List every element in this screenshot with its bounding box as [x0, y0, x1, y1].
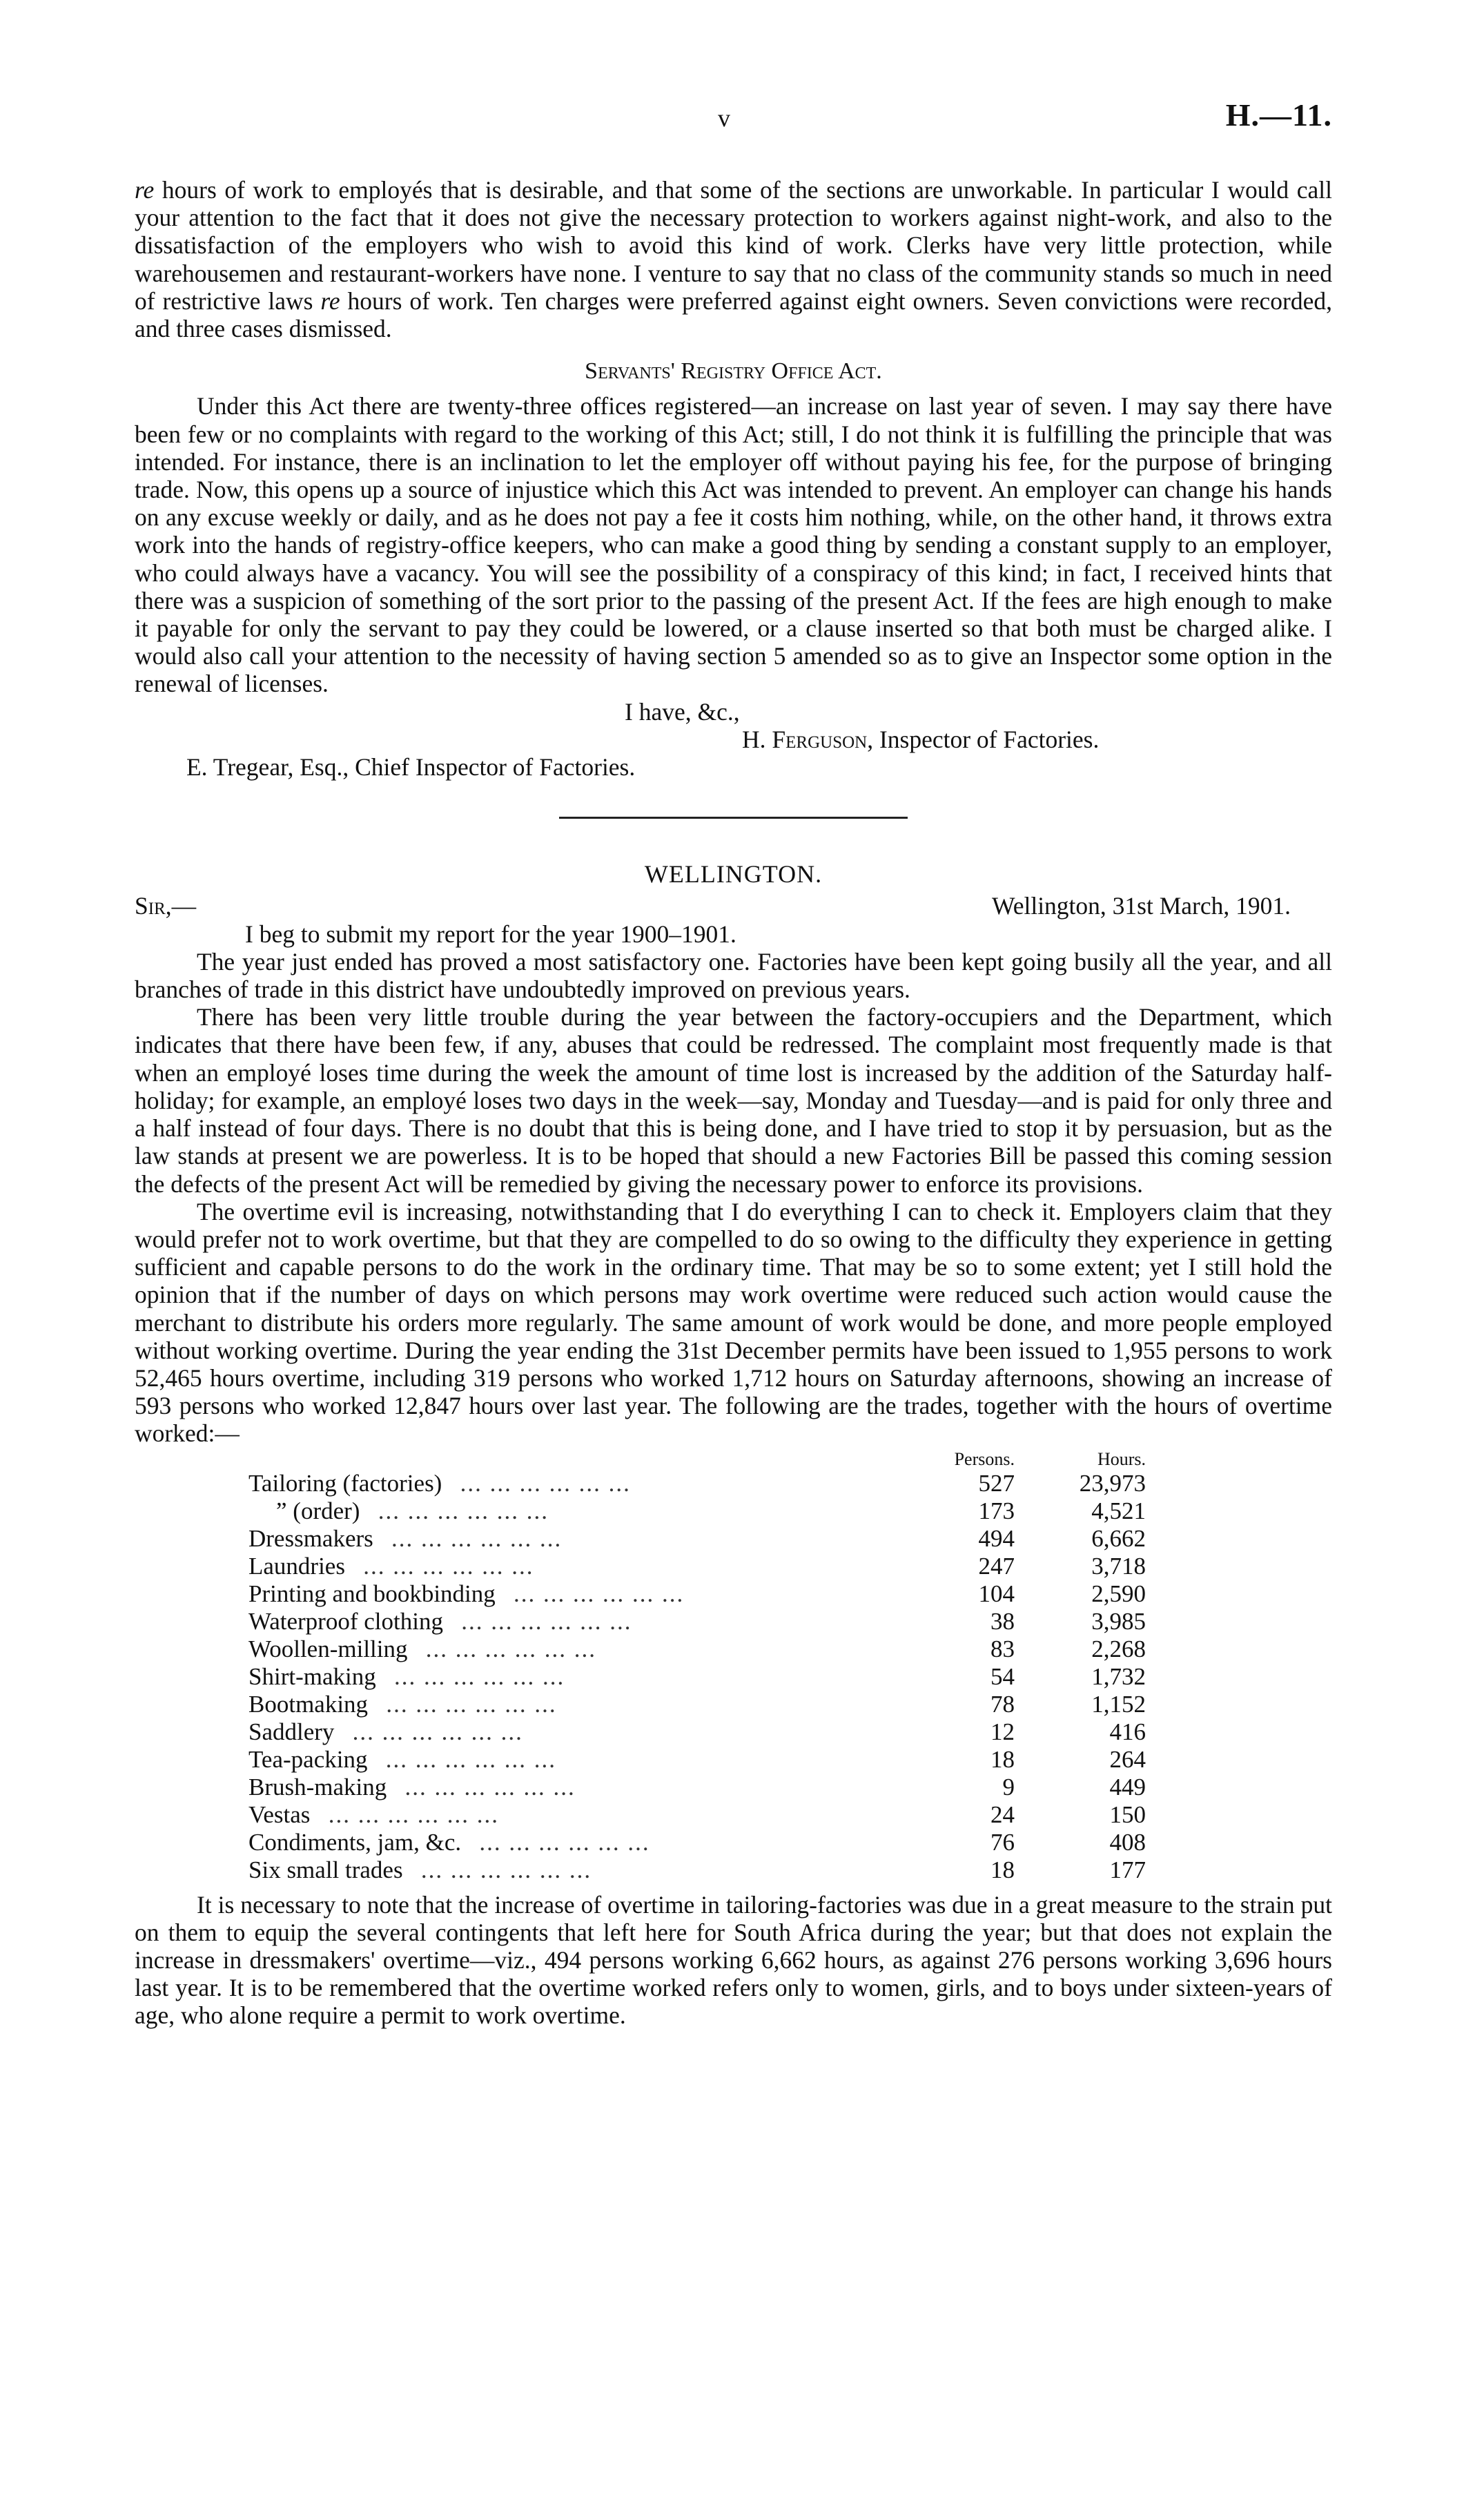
leader-dots: ... ... ... ... ... ... [378, 1497, 549, 1524]
leader-dots: ... ... ... ... ... ... [391, 1524, 563, 1552]
persons-cell: 12 [990, 1718, 1015, 1745]
addressee: E. Tregear, Esq., Chief Inspector of Factories. [186, 753, 636, 781]
dateline: Wellington, 31st March, 1901. [992, 892, 1291, 920]
trade-name-cell [248, 1553, 939, 1580]
trade-name: Saddlery [248, 1718, 335, 1745]
hours-cell: 416 [1109, 1718, 1146, 1745]
trade-name: Vestas [248, 1800, 311, 1828]
table-row [248, 1801, 1146, 1829]
hours-cell: 1,732 [1091, 1662, 1146, 1690]
trade-name-cell [248, 1525, 939, 1553]
persons-cell: 83 [990, 1635, 1015, 1662]
table-header-row [248, 1449, 1146, 1470]
table-row [248, 1608, 1146, 1635]
hours-cell: 6,662 [1091, 1524, 1146, 1552]
trade-name-cell [248, 1663, 939, 1691]
table-row [248, 1580, 1146, 1608]
hours-cell: 4,521 [1091, 1497, 1146, 1524]
persons-cell: 527 [978, 1469, 1015, 1497]
persons-cell: 9 [1002, 1773, 1015, 1800]
leader-dots: ... ... ... ... ... ... [385, 1745, 556, 1773]
column-header-trade [248, 1449, 939, 1470]
leader-dots: ... ... ... ... ... ... [393, 1662, 565, 1690]
table-row [248, 1470, 1146, 1497]
column-header-hours: Hours. [1097, 1448, 1146, 1469]
trade-name-cell [248, 1580, 939, 1608]
persons-cell: 494 [978, 1524, 1015, 1552]
table-row [248, 1635, 1146, 1663]
table-row [248, 1746, 1146, 1774]
leader-dots: ... ... ... ... ... ... [425, 1635, 596, 1662]
persons-cell: 173 [978, 1497, 1015, 1524]
section-heading-servants-registry: Servants' Registry Office Act. [585, 358, 882, 385]
closing-paragraph: It is necessary to note that the increase of overtime in tailoring-factories was due in a great measure to the strain put on them to equip the several contingents that left here for South Africa during the year; but that does not explain the increase in dressmakers' overtime—viz., 494 persons working 6,662 hours, as against 276 persons working 3,696 hours last year. It is to be remembered that the overtime worked refers only to women, girls, and to boys under sixteen-years of age, who alone require a permit to work overtime. [135, 1890, 1332, 2030]
trade-name-cell [248, 1856, 939, 1884]
leader-dots: ... ... ... ... ... ... [514, 1580, 685, 1607]
table-row [248, 1497, 1146, 1525]
table-row [248, 1553, 1146, 1580]
hours-cell: 177 [1109, 1856, 1146, 1883]
hours-cell: 408 [1109, 1828, 1146, 1856]
leader-dots: ... ... ... ... ... ... [460, 1469, 631, 1497]
trade-name: Laundries [248, 1552, 345, 1580]
signatory-title: , Inspector of Factories. [867, 725, 1100, 753]
hours-cell: 2,590 [1091, 1580, 1146, 1607]
signatory-name: Ferguson [772, 725, 868, 753]
leader-dots: ... ... ... ... ... ... [328, 1800, 499, 1828]
trade-name: Shirt-making [248, 1662, 376, 1690]
section-divider [559, 817, 908, 819]
page-header [135, 97, 1332, 138]
trade-name: Brush-making [248, 1773, 387, 1800]
table-row [248, 1856, 1146, 1884]
salutation-line [135, 892, 1332, 920]
trade-name-cell [248, 1497, 939, 1525]
trade-name-cell [248, 1801, 939, 1829]
continuation-text: hours of work to employés that is desirable, and that some of the sections are unworkable. In particular I would call your attention to the fact that it does not give the necessary protection to workers against night-work, and also to the dissatisfaction of the employers who wish to avoid this kind of work. Clerks have very little protection, while warehousemen and restaurant-workers have none. I venture to say that no class of the community stands so much in need of restrictive laws [135, 176, 1332, 315]
leader-dots: ... ... ... ... ... ... [420, 1856, 592, 1883]
persons-cell: 24 [990, 1800, 1015, 1828]
leader-dots: ... ... ... ... ... ... [363, 1552, 534, 1580]
trade-name-cell [248, 1470, 939, 1497]
hours-cell: 2,268 [1091, 1635, 1146, 1662]
leader-dots: ... ... ... ... ... ... [352, 1718, 523, 1745]
persons-cell: 38 [990, 1607, 1015, 1635]
continuation-paragraph [135, 176, 1332, 342]
persons-cell: 247 [978, 1552, 1015, 1580]
trade-name: Tea-packing [248, 1745, 368, 1773]
trade-name-cell [248, 1718, 939, 1746]
closing-formula: I have, &c., [625, 697, 740, 726]
trade-name-cell [248, 1635, 939, 1663]
leader-dots: ... ... ... ... ... ... [479, 1828, 650, 1856]
trade-name-cell [248, 1746, 939, 1774]
document-body [135, 176, 1332, 2030]
trade-name: Waterproof clothing [248, 1607, 443, 1635]
wellington-paragraph: There has been very little trouble during the year between the factory-occupiers and the Department, which indicates that there have been few, if any, abuses that could be redressed. The complaint most frequently made is that when an employé loses time during the week the amount of time lost is increased by the addition of the Saturday half-holiday; for example, an employé loses two days in the week—say, Monday and Tuesday—and is paid for only three and a half instead of four days. There is no doubt that this is being done, and I have tried to stop it by persuasion, but as the law stands at present we are powerless. It is to be hoped that should a new Factories Bill be passed this coming session the defects of the present Act will be remedied by giving the necessary power to enforce its provisions. [135, 1003, 1332, 1198]
hours-cell: 23,973 [1079, 1469, 1146, 1497]
trade-name: Bootmaking [248, 1690, 369, 1718]
leader-dots: ... ... ... ... ... ... [404, 1773, 576, 1800]
overtime-trades-table [248, 1449, 1146, 1884]
wellington-paragraph: The year just ended has proved a most satisfactory one. Factories have been kept going busily all the year, and all branches of trade in this district have undoubtedly improved on previous years. [135, 947, 1332, 1004]
table-body [248, 1470, 1146, 1884]
table-row [248, 1525, 1146, 1553]
section-heading-wellington: WELLINGTON. [644, 860, 823, 889]
hours-cell: 3,985 [1091, 1607, 1146, 1635]
persons-cell: 54 [990, 1662, 1015, 1690]
trade-name-cell [248, 1608, 939, 1635]
wellington-paragraph: The overtime evil is increasing, notwithstanding that I do everything I can to check it. Employers claim that they would prefer not to work overtime, but that they are compelled to do so owing to the difficulty they experience in getting sufficient and capable persons to do the work in the ordinary time. That may be so to some extent; yet I still hold the opinion that if the number of days on which persons may work overtime were reduced such action would cause the merchant to distribute his orders more regularly. The same amount of work would be done, and more people employed without working overtime. During the year ending the 31st December permits have been issued to 1,955 persons to work 52,465 hours overtime, including 319 persons who worked 1,712 hours on Saturday afternoons, showing an increase of 593 persons who worked 12,847 hours over last year. The following are the trades, together with the hours of overtime worked:— [135, 1197, 1332, 1448]
table-row [248, 1663, 1146, 1691]
hours-cell: 150 [1109, 1800, 1146, 1828]
leader-dots: ... ... ... ... ... ... [461, 1607, 632, 1635]
persons-cell: 78 [990, 1690, 1015, 1718]
table-row [248, 1691, 1146, 1718]
trade-name: Printing and bookbinding [248, 1580, 496, 1607]
trade-name: Tailoring (factories) [248, 1469, 442, 1497]
hours-cell: 449 [1109, 1773, 1146, 1800]
persons-cell: 18 [990, 1745, 1015, 1773]
re-word: re [320, 287, 340, 315]
signatory-initial: H. [742, 725, 766, 753]
trade-name-cell [248, 1829, 939, 1856]
table-row [248, 1718, 1146, 1746]
trade-name: Six small trades [248, 1856, 403, 1883]
document-reference: H.—11. [1225, 97, 1332, 133]
hours-cell: 1,152 [1091, 1690, 1146, 1718]
trade-name-cell [248, 1774, 939, 1801]
signature [135, 726, 1332, 753]
salutation: Sir,— [135, 892, 197, 920]
hours-cell: 3,718 [1091, 1552, 1146, 1580]
re-word: re [135, 176, 155, 204]
table-row [248, 1774, 1146, 1801]
table-row [248, 1829, 1146, 1856]
trade-name: Woollen-milling [248, 1635, 408, 1662]
servants-registry-paragraph: Under this Act there are twenty-three offices registered—an increase on last year of seven. I may say there have been few or no complaints with regard to the working of this Act; still, I do not think it is fulfilling the principle that was intended. For instance, there is an inclination to let the employer off without paying his fee, for the purpose of bringing trade. Now, this opens up a source of injustice which this Act was intended to prevent. An employer can change his hands on any excuse weekly or daily, and as he does not pay a fee it costs him nothing, while, on the other hand, it throws extra work into the hands of registry-office keepers, who can make a good thing by sending a constant supply to an employer, who could always have a vacancy. You will see the possibility of a conspiracy of this kind; in fact, I received hints that there was a suspicion of something of the sort prior to the passing of the present Act. If the fees are high enough to make it payable for only the servant to pay they could be lowered, or a clause inserted so that both must be charged alike. I would also call your attention to the necessity of having section 5 amended so as to give an Inspector some option in the renewal of licenses. [135, 392, 1332, 698]
persons-cell: 18 [990, 1856, 1015, 1883]
column-header-persons: Persons. [954, 1448, 1015, 1469]
trade-name: Condiments, jam, &c. [248, 1828, 462, 1856]
persons-cell: 76 [990, 1828, 1015, 1856]
leader-dots: ... ... ... ... ... ... [386, 1690, 557, 1718]
page-number: v [718, 104, 730, 132]
intro-line: I beg to submit my report for the year 1900–1901. [245, 920, 736, 948]
trade-name: Dressmakers [248, 1524, 373, 1552]
trade-name: ” (order) [276, 1497, 360, 1524]
continuation-text-end: hours of work. Ten charges were preferred against eight owners. Seven convictions were recorded, and three cases dismissed. [135, 287, 1332, 343]
persons-cell: 104 [978, 1580, 1015, 1607]
trade-name-cell [248, 1691, 939, 1718]
hours-cell: 264 [1109, 1745, 1146, 1773]
